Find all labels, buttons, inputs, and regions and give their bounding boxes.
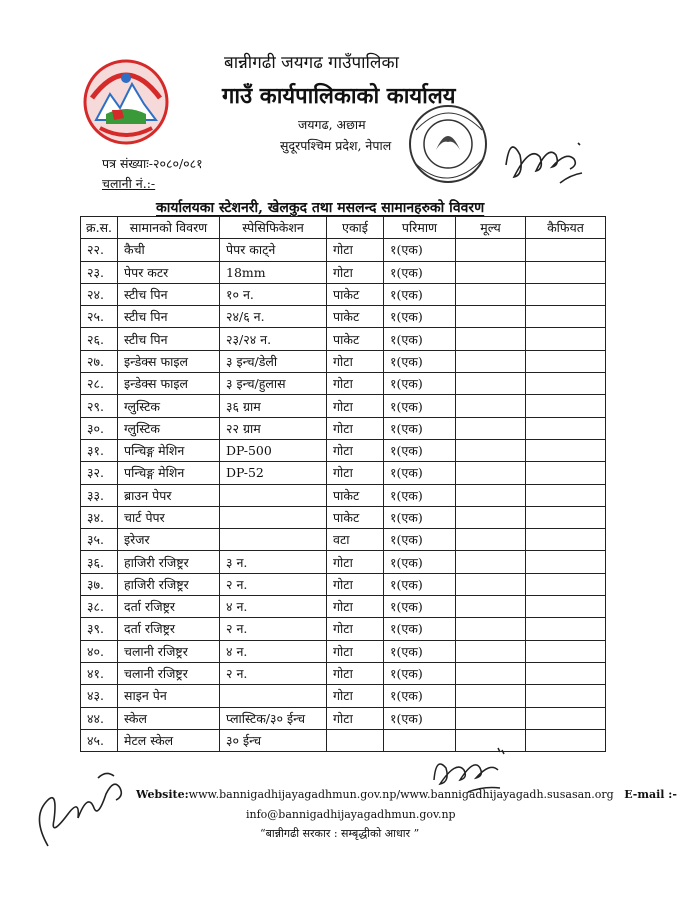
cell-serial: २३. — [81, 261, 118, 283]
table-row — [81, 707, 606, 729]
cell-unit: गोटा — [327, 462, 384, 484]
cell-serial: ३३. — [81, 484, 118, 506]
cell-serial: २६. — [81, 328, 118, 350]
cell-quantity: १(एक) — [384, 306, 456, 328]
cell-remarks — [526, 261, 606, 283]
cell-unit: पाकेट — [327, 328, 384, 350]
website-link[interactable]: www.bannigadhijayagadhmun.gov.np/www.bannigadhijayagadh.susasan.org — [188, 788, 614, 801]
cell-price — [456, 306, 526, 328]
municipality-name: बान्नीगढी जयगढ गाउँपालिका — [224, 53, 399, 73]
cell-quantity: १(एक) — [384, 685, 456, 707]
cell-item: स्टीच पिन — [118, 306, 220, 328]
cell-item: स्केल — [118, 707, 220, 729]
cell-item: पन्चिङ्ग मेशिन — [118, 439, 220, 461]
cell-unit: गोटा — [327, 707, 384, 729]
cell-spec: २३/२४ न. — [220, 328, 327, 350]
cell-remarks — [526, 506, 606, 528]
cell-item: हाजिरी रजिष्ट्रर — [118, 551, 220, 573]
cell-price — [456, 484, 526, 506]
cell-serial: २२. — [81, 239, 118, 261]
cell-unit: पाकेट — [327, 506, 384, 528]
table-row — [81, 662, 606, 684]
cell-unit: गोटा — [327, 261, 384, 283]
cell-unit: वटा — [327, 529, 384, 551]
nepal-emblem-logo — [82, 58, 170, 146]
cell-spec: ३६ ग्राम — [220, 395, 327, 417]
cell-spec: पेपर काट्ने — [220, 239, 327, 261]
cell-quantity: १(एक) — [384, 551, 456, 573]
table-row — [81, 373, 606, 395]
cell-price — [456, 239, 526, 261]
cell-item: स्टीच पिन — [118, 283, 220, 305]
cell-serial: ४१. — [81, 662, 118, 684]
address-line-1: जयगढ, अछाम — [298, 117, 366, 132]
cell-serial: ३२. — [81, 462, 118, 484]
table-row — [81, 328, 606, 350]
cell-remarks — [526, 417, 606, 439]
cell-quantity: १(एक) — [384, 596, 456, 618]
cell-price — [456, 395, 526, 417]
cell-item: इन्डेक्स फाइल — [118, 373, 220, 395]
cell-price — [456, 551, 526, 573]
cell-remarks — [526, 350, 606, 372]
cell-item: ग्लुस्टिक — [118, 395, 220, 417]
cell-item: हाजिरी रजिष्ट्रर — [118, 573, 220, 595]
cell-spec: ३० ईन्च — [220, 729, 327, 751]
cell-price — [456, 373, 526, 395]
cell-quantity: १(एक) — [384, 261, 456, 283]
cell-quantity: १(एक) — [384, 640, 456, 662]
cell-remarks — [526, 239, 606, 261]
table-row — [81, 395, 606, 417]
cell-remarks — [526, 373, 606, 395]
cell-quantity: १(एक) — [384, 373, 456, 395]
cell-spec — [220, 484, 327, 506]
cell-price — [456, 640, 526, 662]
table-row — [81, 596, 606, 618]
cell-price — [456, 439, 526, 461]
cell-remarks — [526, 328, 606, 350]
cell-item: मेटल स्केल — [118, 729, 220, 751]
cell-remarks — [526, 662, 606, 684]
cell-remarks — [526, 685, 606, 707]
cell-remarks — [526, 640, 606, 662]
cell-quantity: १(एक) — [384, 506, 456, 528]
cell-item: ग्लुस्टिक — [118, 417, 220, 439]
cell-quantity: १(एक) — [384, 462, 456, 484]
header-spec: स्पेसिफिकेशन — [220, 217, 327, 239]
cell-item: इरेजर — [118, 529, 220, 551]
cell-spec: ३ न. — [220, 551, 327, 573]
cell-price — [456, 662, 526, 684]
cell-serial: ४५. — [81, 729, 118, 751]
cell-remarks — [526, 729, 606, 751]
header-unit: एकाई — [327, 217, 384, 239]
cell-spec: ३ इन्च/हुलास — [220, 373, 327, 395]
cell-quantity: १(एक) — [384, 328, 456, 350]
table-row — [81, 417, 606, 439]
cell-serial: २९. — [81, 395, 118, 417]
cell-item: चलानी रजिष्ट्रर — [118, 662, 220, 684]
cell-unit: पाकेट — [327, 484, 384, 506]
table-row — [81, 551, 606, 573]
cell-spec: प्लास्टिक/३० ईन्च — [220, 707, 327, 729]
cell-spec — [220, 506, 327, 528]
table-row — [81, 529, 606, 551]
table-row — [81, 261, 606, 283]
header-serial: क्र.स. — [81, 217, 118, 239]
cell-remarks — [526, 618, 606, 640]
cell-spec — [220, 529, 327, 551]
cell-remarks — [526, 462, 606, 484]
cell-item: कैची — [118, 239, 220, 261]
cell-unit: गोटा — [327, 596, 384, 618]
table-row — [81, 506, 606, 528]
table-row — [81, 729, 606, 751]
cell-spec: २ न. — [220, 573, 327, 595]
cell-item: पेपर कटर — [118, 261, 220, 283]
cell-item: स्टीच पिन — [118, 328, 220, 350]
table-row — [81, 462, 606, 484]
cell-serial: ३८. — [81, 596, 118, 618]
cell-item: साइन पेन — [118, 685, 220, 707]
cell-quantity: १(एक) — [384, 417, 456, 439]
cell-serial: २४. — [81, 283, 118, 305]
cell-spec: DP-500 — [220, 439, 327, 461]
cell-quantity: १(एक) — [384, 350, 456, 372]
cell-remarks — [526, 707, 606, 729]
cell-spec: २४/६ न. — [220, 306, 327, 328]
signature-bottom-left — [28, 758, 138, 853]
cell-spec: ३ इन्च/डेली — [220, 350, 327, 372]
header-quantity: परिमाण — [384, 217, 456, 239]
cell-unit: गोटा — [327, 439, 384, 461]
office-name: गाउँ कार्यपालिकाको कार्यालय — [222, 83, 456, 109]
cell-remarks — [526, 283, 606, 305]
cell-item: इन्डेक्स फाइल — [118, 350, 220, 372]
cell-price — [456, 596, 526, 618]
cell-spec: ४ न. — [220, 640, 327, 662]
cell-spec: १० न. — [220, 283, 327, 305]
cell-remarks — [526, 551, 606, 573]
cell-serial: २५. — [81, 306, 118, 328]
cell-serial: ४३. — [81, 685, 118, 707]
cell-price — [456, 685, 526, 707]
cell-serial: ३९. — [81, 618, 118, 640]
cell-quantity: १(एक) — [384, 484, 456, 506]
cell-quantity: १(एक) — [384, 395, 456, 417]
cell-spec: DP-52 — [220, 462, 327, 484]
cell-price — [456, 328, 526, 350]
cell-serial: ३७. — [81, 573, 118, 595]
header-remarks: कैफियत — [526, 217, 606, 239]
cell-remarks — [526, 395, 606, 417]
cell-price — [456, 707, 526, 729]
cell-unit: गोटा — [327, 618, 384, 640]
cell-unit: पाकेट — [327, 306, 384, 328]
footer-slogan: “बान्नीगढी सरकार : सम्बृद्धीको आधार ” — [260, 827, 420, 840]
email-label: E-mail :- — [624, 788, 677, 801]
cell-quantity: १(एक) — [384, 283, 456, 305]
cell-item: पन्चिङ्ग मेशिन — [118, 462, 220, 484]
cell-unit: गोटा — [327, 662, 384, 684]
table-row — [81, 283, 606, 305]
cell-unit: गोटा — [327, 573, 384, 595]
cell-price — [456, 283, 526, 305]
cell-spec: २ न. — [220, 662, 327, 684]
cell-serial: २८. — [81, 373, 118, 395]
dispatch-number: चलानी नं.:- — [102, 176, 156, 191]
cell-price — [456, 618, 526, 640]
cell-item: दर्ता रजिष्ट्रर — [118, 618, 220, 640]
cell-item: चार्ट पेपर — [118, 506, 220, 528]
footer-contact-line — [136, 788, 677, 801]
cell-serial: ४०. — [81, 640, 118, 662]
website-label: Website: — [136, 788, 189, 801]
cell-unit: गोटा — [327, 417, 384, 439]
cell-quantity: १(एक) — [384, 662, 456, 684]
table-header-row — [81, 217, 606, 239]
cell-serial: ३०. — [81, 417, 118, 439]
table-row — [81, 573, 606, 595]
email-link[interactable]: info@bannigadhijayagadhmun.gov.np — [246, 808, 456, 821]
cell-unit: गोटा — [327, 685, 384, 707]
cell-item: चलानी रजिष्ट्रर — [118, 640, 220, 662]
cell-spec: २ न. — [220, 618, 327, 640]
cell-unit: पाकेट — [327, 283, 384, 305]
cell-serial: ३४. — [81, 506, 118, 528]
cell-quantity: १(एक) — [384, 573, 456, 595]
cell-item: ब्राउन पेपर — [118, 484, 220, 506]
table-row — [81, 685, 606, 707]
cell-spec: ४ न. — [220, 596, 327, 618]
cell-price — [456, 529, 526, 551]
cell-unit — [327, 729, 384, 751]
header-price: मूल्य — [456, 217, 526, 239]
cell-price — [456, 350, 526, 372]
cell-spec: 18mm — [220, 261, 327, 283]
cell-remarks — [526, 596, 606, 618]
table-title: कार्यालयका स्टेशनरी, खेलकुद तथा मसलन्द सामानहरुको विवरण — [156, 200, 485, 216]
cell-quantity: १(एक) — [384, 439, 456, 461]
cell-serial: ३१. — [81, 439, 118, 461]
table-row — [81, 350, 606, 372]
cell-quantity: १(एक) — [384, 707, 456, 729]
table-row — [81, 439, 606, 461]
table-row — [81, 306, 606, 328]
cell-remarks — [526, 439, 606, 461]
office-seal-stamp — [398, 100, 498, 192]
cell-unit: गोटा — [327, 239, 384, 261]
cell-serial: २७. — [81, 350, 118, 372]
cell-quantity: १(एक) — [384, 239, 456, 261]
header-item: सामानको विवरण — [118, 217, 220, 239]
cell-remarks — [526, 484, 606, 506]
cell-unit: गोटा — [327, 395, 384, 417]
table-row — [81, 484, 606, 506]
cell-item: दर्ता रजिष्ट्रर — [118, 596, 220, 618]
cell-quantity: १(एक) — [384, 529, 456, 551]
table-row — [81, 618, 606, 640]
cell-remarks — [526, 573, 606, 595]
table-row — [81, 239, 606, 261]
cell-serial: ३६. — [81, 551, 118, 573]
cell-price — [456, 506, 526, 528]
cell-remarks — [526, 306, 606, 328]
cell-price — [456, 462, 526, 484]
address-line-2: सुदूरपश्चिम प्रदेश, नेपाल — [280, 138, 392, 153]
cell-price — [456, 261, 526, 283]
cell-serial: ४४. — [81, 707, 118, 729]
cell-unit: गोटा — [327, 350, 384, 372]
cell-serial: ३५. — [81, 529, 118, 551]
letter-reference-number: पत्र संख्याः-२०८०/०८१ — [102, 156, 203, 171]
cell-quantity: १(एक) — [384, 618, 456, 640]
table-row — [81, 640, 606, 662]
cell-unit: गोटा — [327, 640, 384, 662]
cell-price — [456, 417, 526, 439]
cell-unit: गोटा — [327, 373, 384, 395]
cell-spec: २२ ग्राम — [220, 417, 327, 439]
signature-top-right — [500, 125, 600, 195]
items-table — [80, 216, 606, 752]
cell-remarks — [526, 529, 606, 551]
cell-spec — [220, 685, 327, 707]
cell-unit: गोटा — [327, 551, 384, 573]
cell-price — [456, 573, 526, 595]
